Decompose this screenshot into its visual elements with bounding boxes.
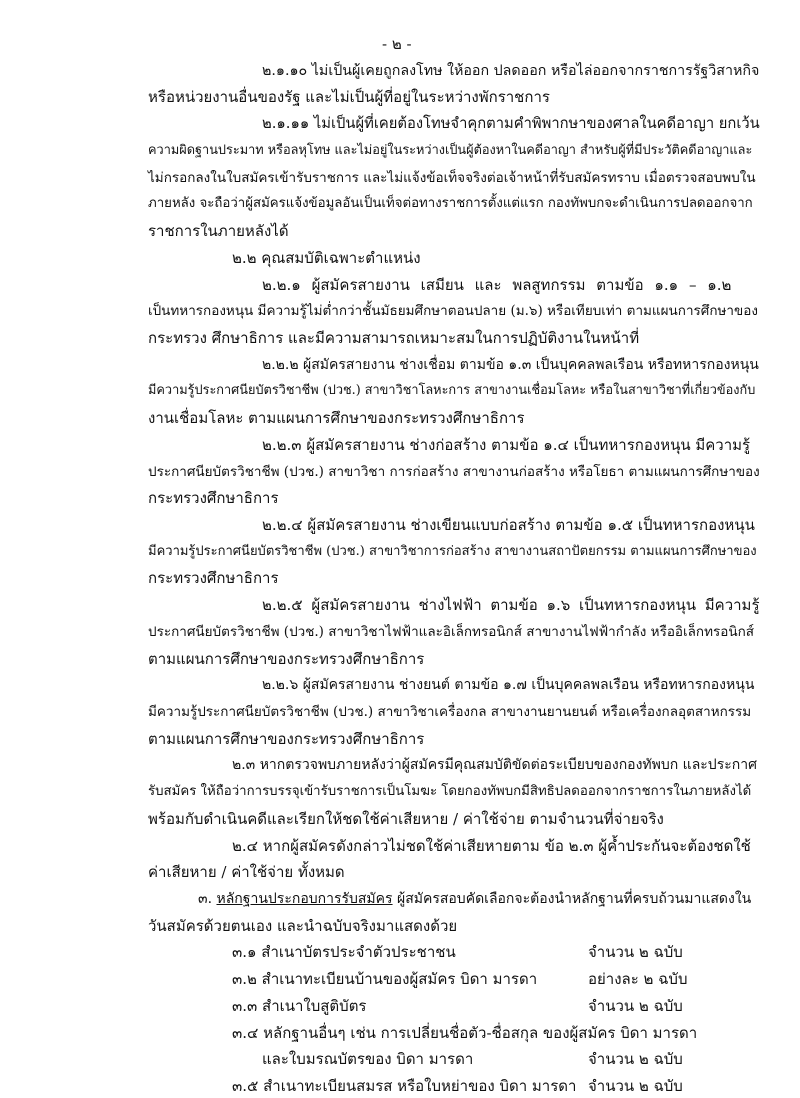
document-item-quantity: จำนวน ๒ ฉบับ [588,943,683,962]
text-line: ประกาศนียบัตรวิชาชีพ (ปวช.) สาขาวิชาไฟฟ้าและอิเล็กทรอนิกส์ สาขางานไฟฟ้ากำลัง หรืออิเล็กทรอนิกส์ [148,623,755,640]
document-item-quantity: อย่างละ ๒ ฉบับ [588,970,688,989]
text-line: หรือหน่วยงานอื่นของรัฐ และไม่เป็นผู้ที่อยู่ในระหว่างพักราชการ [148,88,550,107]
document-item-label: ๓.๓ สำเนาใบสูติบัตร [232,996,367,1015]
text-line: พร้อมกับดำเนินคดีและเรียกให้ชดใช้ค่าเสียหาย / ค่าใช้จ่าย ตามจำนวนที่จ่ายจริง [148,809,664,828]
section-text: ผู้สมัครสอบคัดเลือกจะต้องนำหลักฐานที่ครบถ้วนมาแสดงใน [392,891,752,907]
text-line: รับสมัคร ให้ถือว่าการบรรจุเข้ารับราชการเป็นโมฆะ โดยกองทัพบกมีสิทธิปลดออกจากราชการในภายหลังได้ [148,784,752,800]
text-line: กระทรวงศึกษาธิการ [148,569,279,588]
text-line: ๒.๑.๑๐ ไม่เป็นผู้เคยถูกลงโทษ ให้ออก ปลดออก หรือไล่ออกจากราชการรัฐวิสาหกิจ [262,62,760,79]
text-line: ความผิดฐานประมาท หรือลหุโทษ และไม่อยู่ในระหว่างเป็นผู้ต้องหาในคดีอาญา สำหรับผู้ที่มีประวัติคดีอาญาและ [148,142,753,158]
text-line: ๒.๒.๓ ผู้สมัครสายงาน ช่างก่อสร้าง ตามข้อ ๑.๔ เป็นทหารกองหนุน มีความรู้ [262,435,751,454]
text-line: ภายหลัง จะถือว่าผู้สมัครแจ้งข้อมูลอันเป็นเท็จต่อทางราชการตั้งแต่แรก กองทัพบกจะดำเนินการปลดออกจาก [148,196,753,212]
section-heading: ๒.๒ คุณสมบัติเฉพาะตำแหน่ง [232,248,421,267]
text-line: กระทรวงศึกษาธิการ [148,489,279,508]
text-line: ๒.๒.๖ ผู้สมัครสายงาน ช่างยนต์ ตามข้อ ๑.๗ เป็นบุคคลพลเรือน หรือทหารกองหนุน [262,677,755,694]
document-item-label: ๓.๕ สำเนาทะเบียนสมรส หรือใบหย่าของ บิดา มารดา [232,1077,577,1095]
text-line: ๒.๒.๑ ผู้สมัครสายงาน เสมียน และ พลสูทกรรม ตามข้อ ๑.๑ – ๑.๒ [262,275,732,294]
text-line: ๒.๔ หากผู้สมัครดังกล่าวไม่ชดใช้ค่าเสียหายตาม ข้อ ๒.๓ ผู้ค้ำประกันจะต้องชดใช้ [232,836,751,855]
text-line: งานเชื่อมโลหะ ตามแผนการศึกษาของกระทรวงศึกษาธิการ [148,409,525,428]
page-number: - ๒ - [382,35,412,53]
text-line: ๒.๑.๑๑ ไม่เป็นผู้ที่เคยต้องโทษจำคุกตามคำพิพากษาของศาลในคดีอาญา ยกเว้น [262,115,760,133]
document-item-label: ๓.๔ หลักฐานอื่นๆ เช่น การเปลี่ยนชื่อตัว-ชื่อสกุล ของผู้สมัคร บิดา มารดา [232,1023,698,1042]
text-line: ไม่กรอกลงในใบสมัครเข้ารับราชการ และไม่แจ้งข้อเท็จจริงต่อเจ้าหน้าที่รับสมัครทราบ เมื่อตรวจสอบพบใน [148,169,756,186]
text-line: ๒.๒.๕ ผู้สมัครสายงาน ช่างไฟฟ้า ตามข้อ ๑.๖ เป็นทหารกองหนุน มีความรู้ [262,596,760,615]
document-item-quantity: จำนวน ๒ ฉบับ [588,1050,683,1069]
document-item-label: และใบมรณบัตรของ บิดา มารดา [262,1050,474,1069]
text-line: มีความรู้ประกาศนียบัตรวิชาชีพ (ปวช.) สาขาวิชาการก่อสร้าง สาขางานสถาปัตยกรรม ตามแผนการศึกษาของ [148,543,757,559]
text-line: กระทรวง ศึกษาธิการ และมีความสามารถเหมาะสมในการปฏิบัติงานในหน้าที่ [148,328,640,347]
text-line: ๒.๒.๔ ผู้สมัครสายงาน ช่างเขียนแบบก่อสร้าง ตามข้อ ๑.๕ เป็นทหารกองหนุน [262,515,755,534]
text-line: วันสมัครด้วยตนเอง และนำฉบับจริงมาแสดงด้วย [148,916,458,935]
document-item-label: ๓.๒ สำเนาทะเบียนบ้านของผู้สมัคร บิดา มารดา [232,970,538,989]
document-item-quantity: จำนวน ๒ ฉบับ [588,1077,683,1095]
section-number: ๓. [198,891,213,907]
text-line: มีความรู้ประกาศนียบัตรวิชาชีพ (ปวช.) สาขาวิชาเครื่องกล สาขางานยานยนต์ หรือเครื่องกลอุตสาหกรรม [148,703,752,720]
text-line: เป็นทหารกองหนุน มีความรู้ไม่ต่ำกว่าชั้นมัธยมศึกษาตอนปลาย (ม.๖) หรือเทียบเท่า ตามแผนการศึกษาของ [148,303,758,320]
text-line: ตามแผนการศึกษาของกระทรวงศึกษาธิการ [148,729,425,748]
text-line: ๒.๒.๒ ผู้สมัครสายงาน ช่างเชื่อม ตามข้อ ๑.๓ เป็นบุคคลพลเรือน หรือทหารกองหนุน [262,356,759,373]
text-line: ๒.๓ หากตรวจพบภายหลังว่าผู้สมัครมีคุณสมบัติขัดต่อระเบียบของกองทัพบก และประกาศ [232,757,757,774]
document-item-quantity: จำนวน ๒ ฉบับ [588,996,683,1015]
document-item-label: ๓.๑ สำเนาบัตรประจำตัวประชาชน [232,943,456,962]
section-3-line [198,889,751,909]
text-line: ค่าเสียหาย / ค่าใช้จ่าย ทั้งหมด [148,863,345,882]
text-line: มีความรู้ประกาศนียบัตรวิชาชีพ (ปวช.) สาขาวิชาโลหะการ สาขางานเชื่อมโลหะ หรือในสาขาวิชาที่เกี่ยวข้องกับ [148,383,756,399]
text-line: ประกาศนียบัตรวิชาชีพ (ปวช.) สาขาวิชา การก่อสร้าง สาขางานก่อสร้าง หรือโยธา ตามแผนการศึกษาของ [148,463,760,480]
section-heading: หลักฐานประกอบการรับสมัคร [216,891,393,907]
text-line: ตามแผนการศึกษาของกระทรวงศึกษาธิการ [148,649,425,668]
text-line: ราชการในภายหลังได้ [148,222,289,240]
